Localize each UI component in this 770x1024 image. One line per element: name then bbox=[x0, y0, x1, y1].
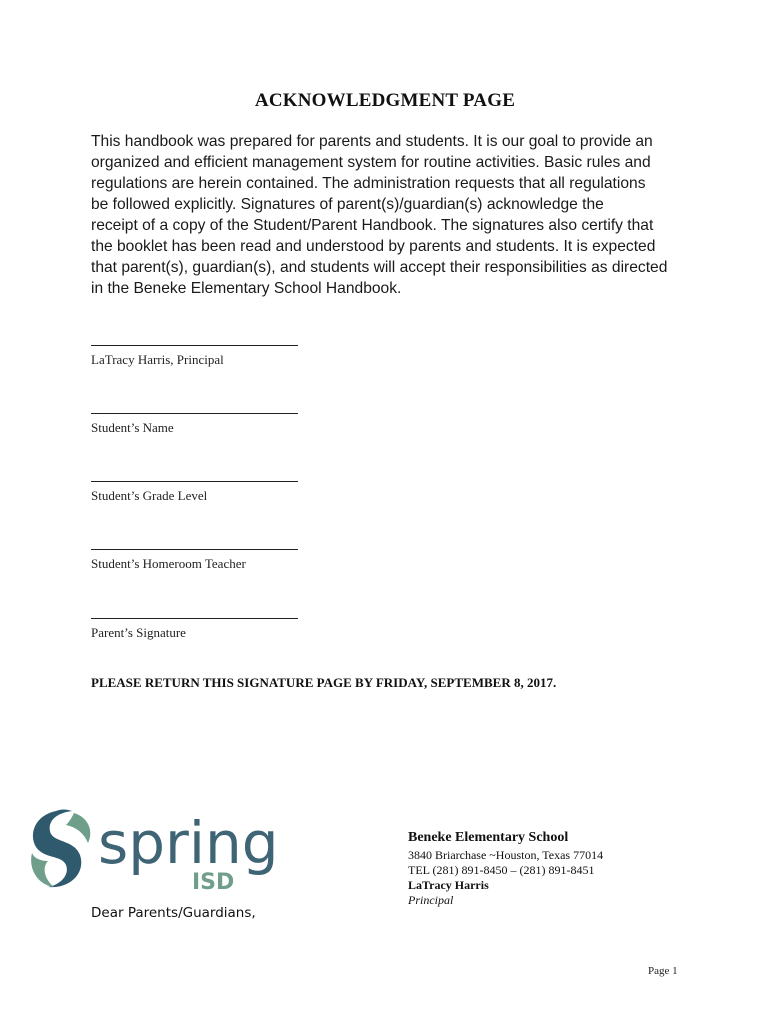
intro-line: This handbook was prepared for parents and students. It is our goal to provide an bbox=[91, 133, 653, 150]
intro-line: the booklet has been read and understood by parents and students. It is expected bbox=[91, 238, 656, 255]
logo-isd: ISD bbox=[192, 870, 235, 893]
signature-label: Parent’s Signature bbox=[91, 625, 186, 640]
principal-role: Principal bbox=[408, 893, 454, 907]
grade-level-block bbox=[91, 481, 351, 504]
logo-graphic bbox=[26, 803, 286, 893]
homeroom-teacher-block bbox=[91, 549, 351, 572]
signature-label: Student’s Name bbox=[91, 420, 174, 435]
principal-name: LaTracy Harris bbox=[408, 878, 489, 892]
parent-signature-block bbox=[91, 618, 351, 641]
greeting: Dear Parents/Guardians, bbox=[91, 905, 256, 921]
signature-line[interactable] bbox=[91, 618, 298, 619]
page-title: ACKNOWLEDGMENT PAGE bbox=[254, 90, 516, 111]
signature-label: Student’s Grade Level bbox=[91, 488, 208, 503]
school-contact-block bbox=[408, 830, 708, 908]
student-name-block bbox=[91, 413, 351, 436]
signature-label: Student’s Homeroom Teacher bbox=[91, 556, 246, 571]
logo-wordmark: spring bbox=[98, 809, 279, 877]
intro-line: regulations are herein contained. The administration requests that all regulations bbox=[91, 175, 646, 192]
school-address: 3840 Briarchase ~Houston, Texas 77014 bbox=[408, 848, 604, 862]
intro-line: organized and efficient management system for routine activities. Basic rules and bbox=[91, 154, 651, 171]
leaf-light-icon bbox=[66, 813, 90, 843]
intro-line: be followed explicitly. Signatures of parent(s)/guardian(s) acknowledge the bbox=[91, 196, 604, 213]
signature-line[interactable] bbox=[91, 413, 298, 414]
signature-line[interactable] bbox=[91, 345, 298, 346]
principal-signature-block bbox=[91, 345, 351, 368]
signature-line[interactable] bbox=[91, 481, 298, 482]
signature-line[interactable] bbox=[91, 549, 298, 550]
return-notice: PLEASE RETURN THIS SIGNATURE PAGE BY FRIDAY, SEPTEMBER 8, 2017. bbox=[91, 675, 557, 690]
intro-line: that parent(s), guardian(s), and students will accept their responsibilities as directed bbox=[91, 259, 668, 276]
intro-line: receipt of a copy of the Student/Parent Handbook. The signatures also certify that bbox=[91, 217, 654, 234]
intro-paragraph bbox=[91, 131, 691, 299]
intro-line: in the Beneke Elementary School Handbook. bbox=[91, 280, 402, 297]
school-phone: TEL (281) 891-8450 – (281) 891-8451 bbox=[408, 863, 595, 877]
school-name: Beneke Elementary School bbox=[408, 830, 569, 845]
spring-isd-logo bbox=[26, 803, 286, 893]
leaf-light-icon bbox=[31, 853, 54, 887]
signature-label: LaTracy Harris, Principal bbox=[91, 352, 224, 367]
page-number: Page 1 bbox=[648, 965, 678, 977]
